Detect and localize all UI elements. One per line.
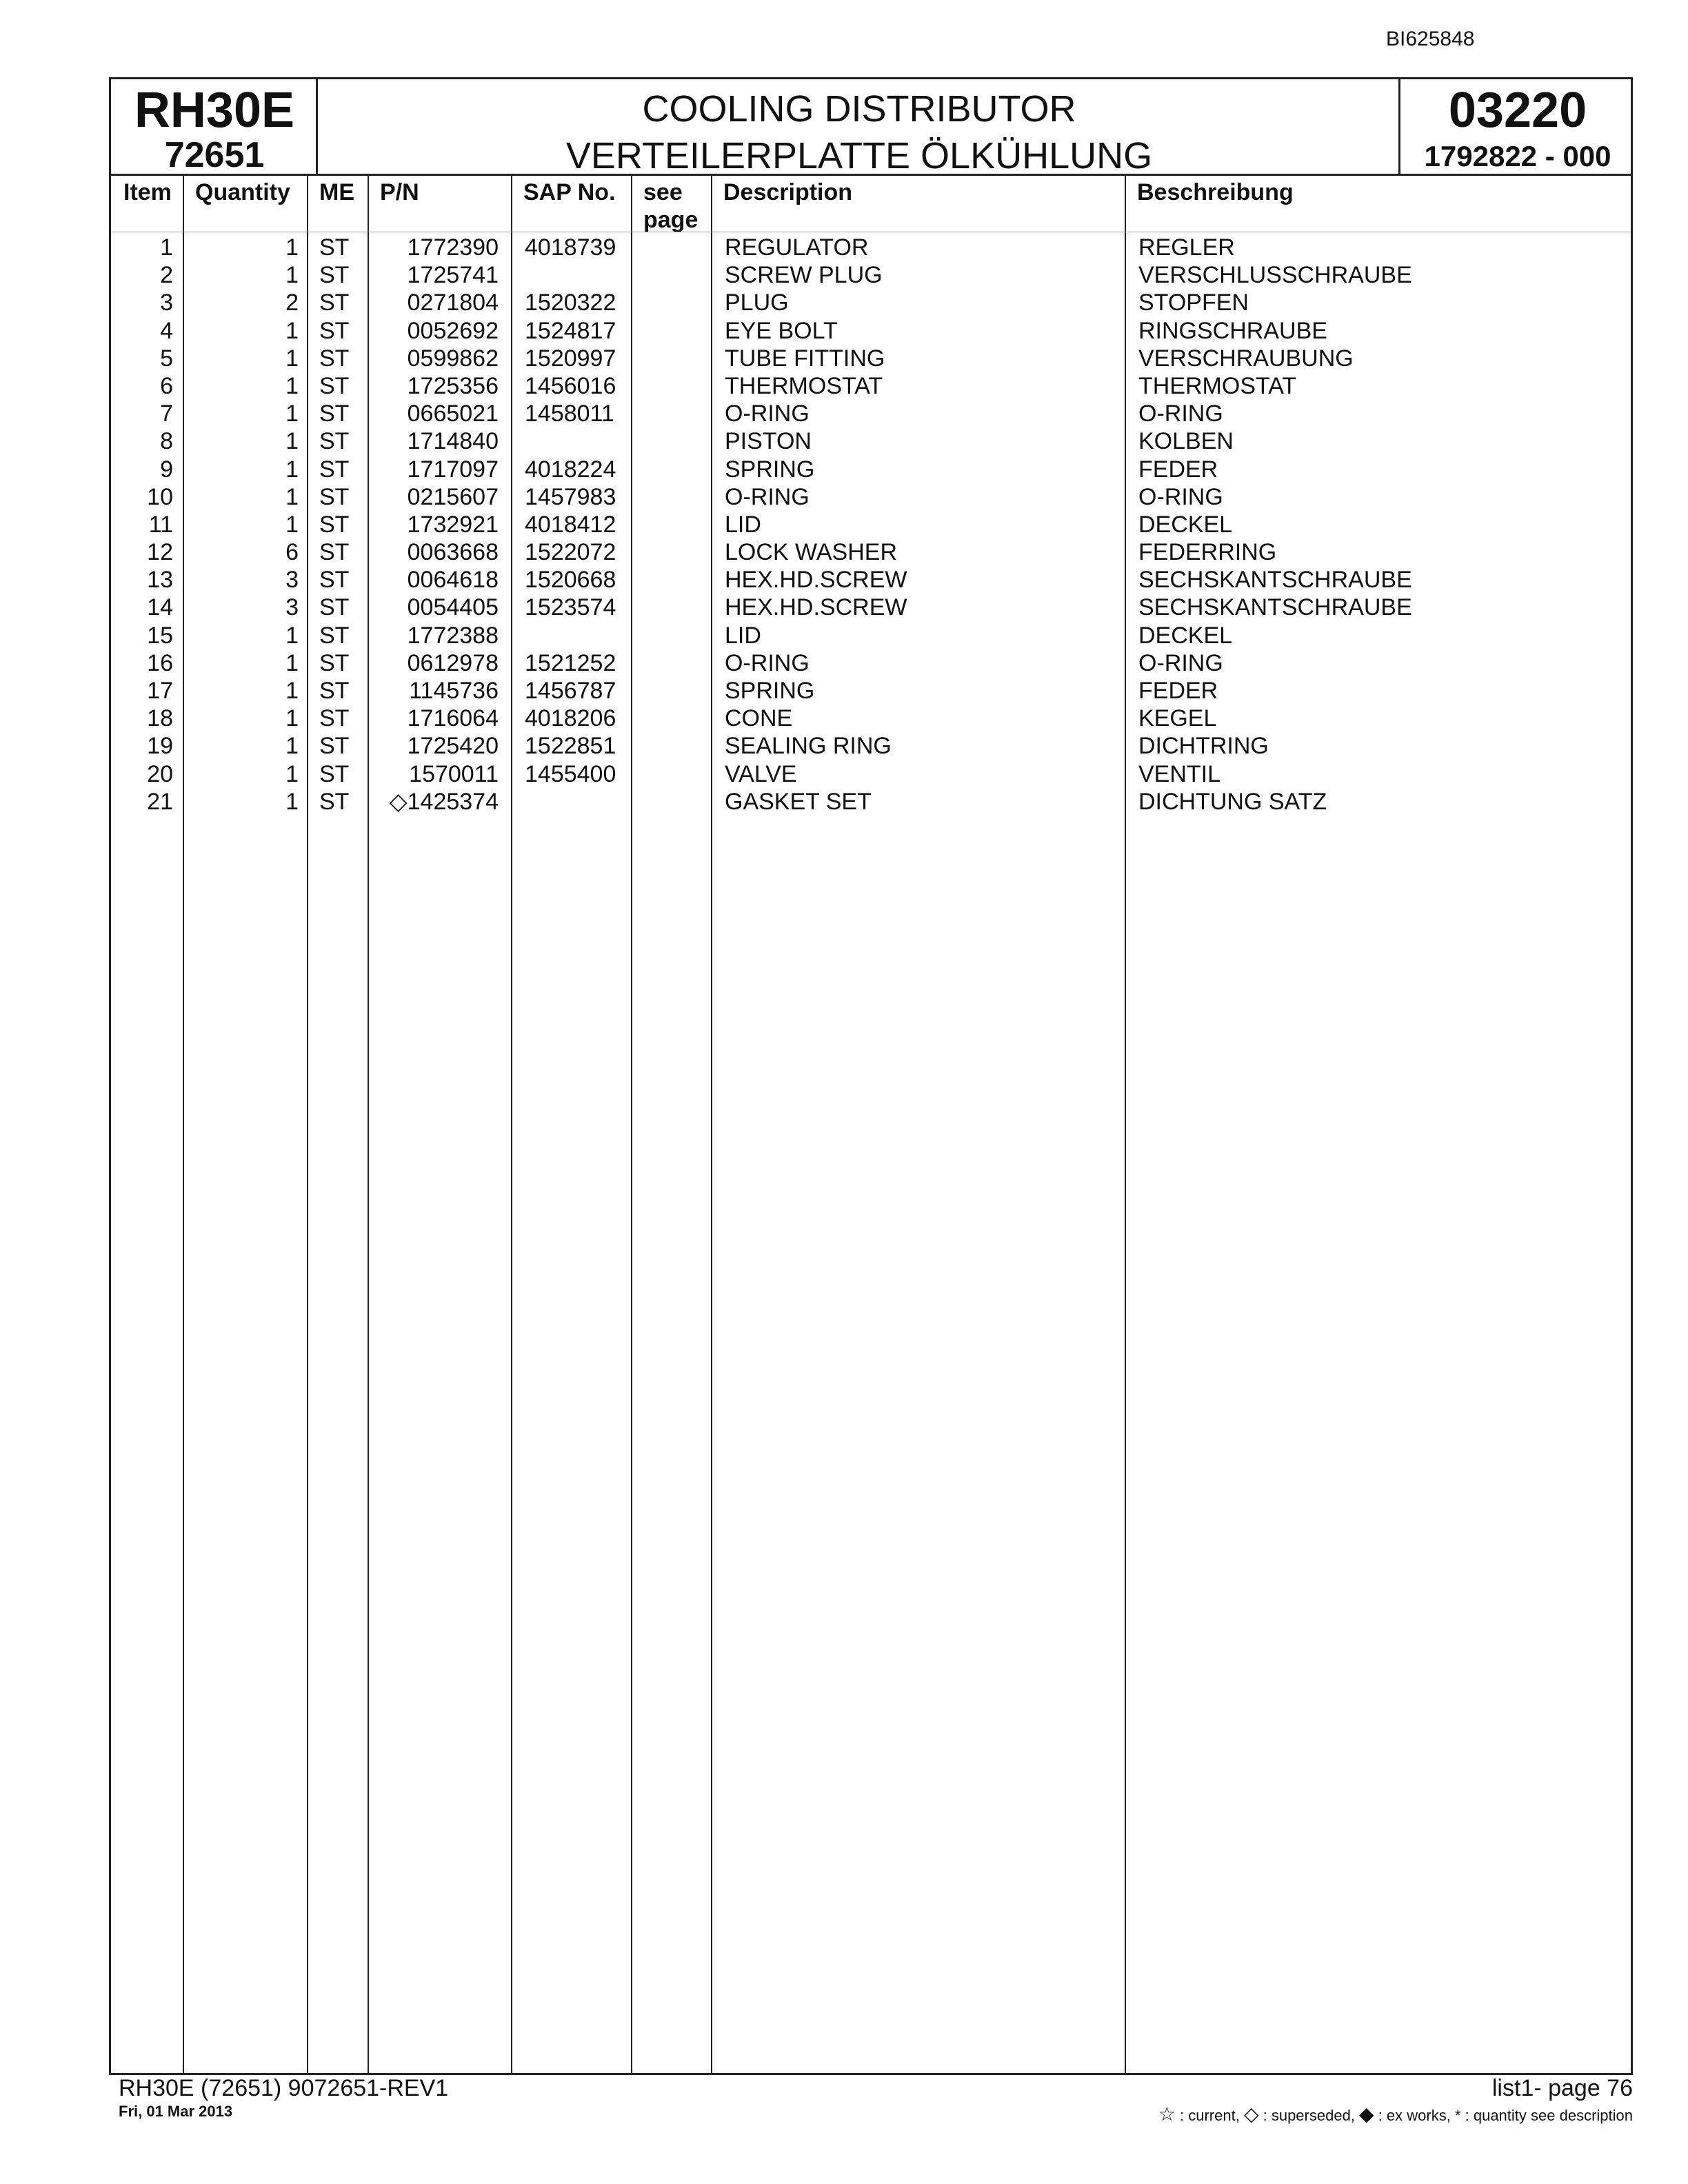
cell-description: SPRING (725, 678, 815, 704)
cell-description: REGULATOR (725, 234, 869, 261)
cell-item: 15 (147, 622, 173, 649)
cell-pn: 1716064 (407, 705, 499, 732)
cell-me: ST (319, 372, 350, 399)
cell-me: ST (319, 622, 350, 649)
cell-pn: 0612978 (407, 649, 499, 676)
cell-me: ST (319, 290, 350, 316)
cell-item: 9 (160, 456, 173, 483)
column-header-sap: SAP No. (523, 179, 616, 205)
cell-me: ST (319, 345, 350, 372)
parts-list-frame (109, 77, 1633, 2075)
cell-me: ST (319, 511, 350, 538)
legend-superseded: : superseded, (1258, 2107, 1360, 2124)
cell-me: ST (319, 456, 350, 483)
cell-beschreibung: VENTIL (1138, 760, 1221, 787)
cell-pn: 1772390 (407, 234, 499, 261)
table-row (111, 427, 1631, 455)
see-label: see (643, 179, 683, 205)
cell-pn: 1725420 (407, 733, 499, 760)
cell-item: 12 (147, 539, 173, 566)
cell-sap: 1455400 (525, 760, 616, 787)
cell-quantity: 1 (285, 372, 299, 399)
cell-sap: 1520997 (525, 345, 616, 372)
cell-description: O-RING (725, 401, 810, 427)
cell-me: ST (319, 539, 350, 566)
column-header-description: Description (723, 179, 853, 205)
cell-quantity: 1 (285, 760, 299, 787)
cell-beschreibung: FEDER (1138, 456, 1218, 483)
star-outline-icon: ☆ (1158, 2103, 1176, 2125)
cell-sap: 1522072 (525, 539, 616, 566)
cell-quantity: 1 (285, 234, 299, 261)
cell-item: 8 (160, 428, 173, 455)
table-row (111, 456, 1631, 483)
table-row (111, 566, 1631, 594)
cell-quantity: 1 (285, 649, 299, 676)
cell-quantity: 1 (285, 262, 299, 289)
table-row (111, 261, 1631, 289)
table-row (111, 345, 1631, 372)
cell-item: 11 (148, 511, 173, 538)
cell-me: ST (319, 262, 350, 289)
cell-beschreibung: REGLER (1138, 234, 1235, 261)
cell-quantity: 1 (285, 345, 299, 372)
cell-description: PISTON (725, 428, 812, 455)
cell-item: 4 (160, 317, 173, 344)
group-number: 03220 (1448, 83, 1587, 138)
cell-sap: 1520322 (525, 290, 616, 316)
cell-beschreibung: FEDERRING (1138, 539, 1277, 566)
cell-sap: 1456016 (525, 372, 616, 399)
cell-me: ST (319, 234, 350, 261)
table-row (111, 594, 1631, 621)
column-header-see-page (643, 179, 698, 234)
cell-me: ST (319, 483, 350, 510)
table-row (111, 538, 1631, 566)
column-header-item: Item (123, 179, 172, 205)
table-row (111, 234, 1631, 261)
cell-description: LID (725, 622, 761, 649)
cell-beschreibung: VERSCHLUSSCHRAUBE (1138, 262, 1412, 289)
cell-beschreibung: DICHTRING (1138, 733, 1269, 760)
cell-sap: 1521252 (525, 649, 616, 676)
cell-description: SEALING RING (725, 733, 892, 760)
cell-pn: 0054405 (407, 594, 499, 621)
table-row (111, 289, 1631, 316)
cell-pn: 0052692 (407, 317, 499, 344)
cell-pn: 1732921 (407, 511, 499, 538)
footer-date: Fri, 01 Mar 2013 (119, 2103, 233, 2120)
cell-quantity: 6 (285, 539, 299, 566)
legend-quantity: * : quantity see description (1454, 2107, 1633, 2124)
table-row (111, 622, 1631, 649)
cell-item: 6 (160, 372, 173, 399)
cell-sap: 1522851 (525, 733, 616, 760)
cell-description: EYE BOLT (725, 317, 838, 344)
diamond-filled-icon: ◆ (1359, 2103, 1374, 2125)
cell-quantity: 1 (285, 705, 299, 732)
page-label: page (643, 207, 699, 233)
cell-beschreibung: THERMOSTAT (1138, 372, 1297, 399)
cell-me: ST (319, 401, 350, 427)
cell-beschreibung: DICHTUNG SATZ (1138, 788, 1327, 815)
cell-pn: ◇1425374 (389, 788, 499, 815)
cell-description: HEX.HD.SCREW (725, 567, 907, 594)
cell-beschreibung: SECHSKANTSCHRAUBE (1138, 594, 1412, 621)
cell-pn: 1714840 (407, 428, 499, 455)
cell-me: ST (319, 705, 350, 732)
cell-description: O-RING (725, 483, 810, 510)
title-english: COOLING DISTRIBUTOR (642, 88, 1076, 130)
cell-description: GASKET SET (725, 788, 872, 815)
cell-quantity: 2 (285, 290, 299, 316)
cell-quantity: 1 (285, 678, 299, 704)
cell-pn: 1145736 (409, 678, 499, 704)
cell-sap: 1457983 (525, 483, 616, 510)
cell-item: 16 (147, 649, 173, 676)
table-row (111, 677, 1631, 705)
cell-sap: 4018412 (525, 511, 616, 538)
cell-quantity: 1 (285, 511, 299, 538)
table-row (111, 372, 1631, 400)
cell-sap: 1523574 (525, 594, 616, 621)
cell-pn: 0599862 (407, 345, 499, 372)
table-row (111, 483, 1631, 511)
cell-me: ST (319, 317, 350, 344)
cell-beschreibung: KEGEL (1138, 705, 1217, 732)
cell-sap: 4018206 (525, 705, 616, 732)
cell-beschreibung: DECKEL (1138, 622, 1233, 649)
footer-page: list1- page 76 (1491, 2075, 1633, 2101)
cell-pn: 0665021 (407, 401, 499, 427)
cell-description: HEX.HD.SCREW (725, 594, 907, 621)
header-block (111, 79, 1631, 176)
model-code: 72651 (164, 135, 265, 175)
cell-beschreibung: O-RING (1138, 401, 1223, 427)
cell-quantity: 1 (285, 428, 299, 455)
cell-beschreibung: STOPFEN (1138, 290, 1249, 316)
cell-me: ST (319, 594, 350, 621)
cell-sap: 1458011 (525, 401, 614, 427)
table-row (111, 760, 1631, 788)
cell-beschreibung: DECKEL (1138, 511, 1233, 538)
cell-pn: 0063668 (407, 539, 499, 566)
footer-document-ref: RH30E (72651) 9072651-REV1 (119, 2075, 449, 2101)
cell-item: 1 (160, 234, 173, 261)
cell-quantity: 1 (285, 456, 299, 483)
cell-me: ST (319, 428, 350, 455)
cell-item: 17 (147, 678, 173, 704)
cell-description: CONE (725, 705, 793, 732)
cell-sap: 1524817 (525, 317, 616, 344)
parts-rows (111, 234, 1631, 816)
cell-item: 7 (160, 401, 173, 427)
legend-exworks: : ex works, (1374, 2107, 1455, 2124)
cell-item: 10 (147, 483, 173, 510)
cell-me: ST (319, 733, 350, 760)
cell-beschreibung: O-RING (1138, 483, 1223, 510)
cell-quantity: 1 (285, 317, 299, 344)
cell-sap: 4018739 (525, 234, 616, 261)
cell-beschreibung: VERSCHRAUBUNG (1138, 345, 1354, 372)
column-header-beschreibung: Beschreibung (1137, 179, 1294, 205)
cell-me: ST (319, 567, 350, 594)
cell-pn: 0064618 (407, 567, 499, 594)
title-german: VERTEILERPLATTE ÖLKÜHLUNG (565, 135, 1153, 176)
cell-description: VALVE (725, 760, 797, 787)
cell-sap: 1520668 (525, 567, 616, 594)
cell-beschreibung: O-RING (1138, 649, 1223, 676)
cell-item: 18 (147, 705, 173, 732)
cell-pn: 1725741 (407, 262, 499, 289)
document-id: BI625848 (1386, 28, 1475, 50)
table-row (111, 705, 1631, 732)
cell-beschreibung: FEDER (1138, 678, 1218, 704)
diamond-outline-icon: ◇ (1243, 2103, 1259, 2125)
table-row (111, 732, 1631, 760)
cell-pn: 1570011 (409, 760, 499, 787)
cell-item: 13 (147, 567, 173, 594)
cell-item: 20 (147, 760, 173, 787)
table-row (111, 649, 1631, 677)
legend-current: : current, (1175, 2107, 1244, 2124)
cell-sap: 4018224 (525, 456, 616, 483)
cell-quantity: 1 (285, 733, 299, 760)
cell-description: SCREW PLUG (725, 262, 883, 289)
cell-me: ST (319, 760, 350, 787)
cell-me: ST (319, 678, 350, 704)
cell-item: 2 (160, 262, 173, 289)
cell-beschreibung: SECHSKANTSCHRAUBE (1138, 567, 1412, 594)
cell-quantity: 3 (285, 567, 299, 594)
footer-legend (1158, 2103, 1633, 2125)
column-header-quantity: Quantity (195, 179, 290, 205)
cell-item: 5 (160, 345, 173, 372)
cell-me: ST (319, 649, 350, 676)
table-row (111, 788, 1631, 816)
cell-item: 19 (147, 733, 173, 760)
cell-description: LOCK WASHER (725, 539, 898, 566)
cell-item: 14 (147, 594, 173, 621)
cell-item: 3 (160, 290, 173, 316)
group-subnumber: 1792822 - 000 (1424, 140, 1611, 172)
cell-pn: 0215607 (407, 483, 499, 510)
cell-beschreibung: KOLBEN (1138, 428, 1234, 455)
cell-pn: 1772388 (407, 622, 499, 649)
cell-quantity: 1 (285, 401, 299, 427)
column-header-pn: P/N (380, 179, 419, 205)
cell-description: O-RING (725, 649, 810, 676)
cell-quantity: 1 (285, 483, 299, 510)
cell-quantity: 1 (285, 622, 299, 649)
model-name: RH30E (134, 83, 295, 138)
cell-pn: 1717097 (407, 456, 499, 483)
cell-description: PLUG (725, 290, 789, 316)
column-header-me: ME (319, 179, 354, 205)
cell-quantity: 1 (285, 788, 299, 815)
cell-description: TUBE FITTING (725, 345, 885, 372)
cell-quantity: 3 (285, 594, 299, 621)
table-row (111, 400, 1631, 427)
cell-sap: 1456787 (525, 678, 616, 704)
cell-description: THERMOSTAT (725, 372, 883, 399)
table-row (111, 317, 1631, 345)
cell-description: SPRING (725, 456, 815, 483)
cell-description: LID (725, 511, 761, 538)
cell-item: 21 (147, 788, 173, 815)
cell-beschreibung: RINGSCHRAUBE (1138, 317, 1327, 344)
cell-pn: 0271804 (407, 290, 499, 316)
table-row (111, 511, 1631, 538)
cell-me: ST (319, 788, 350, 815)
cell-pn: 1725356 (407, 372, 499, 399)
